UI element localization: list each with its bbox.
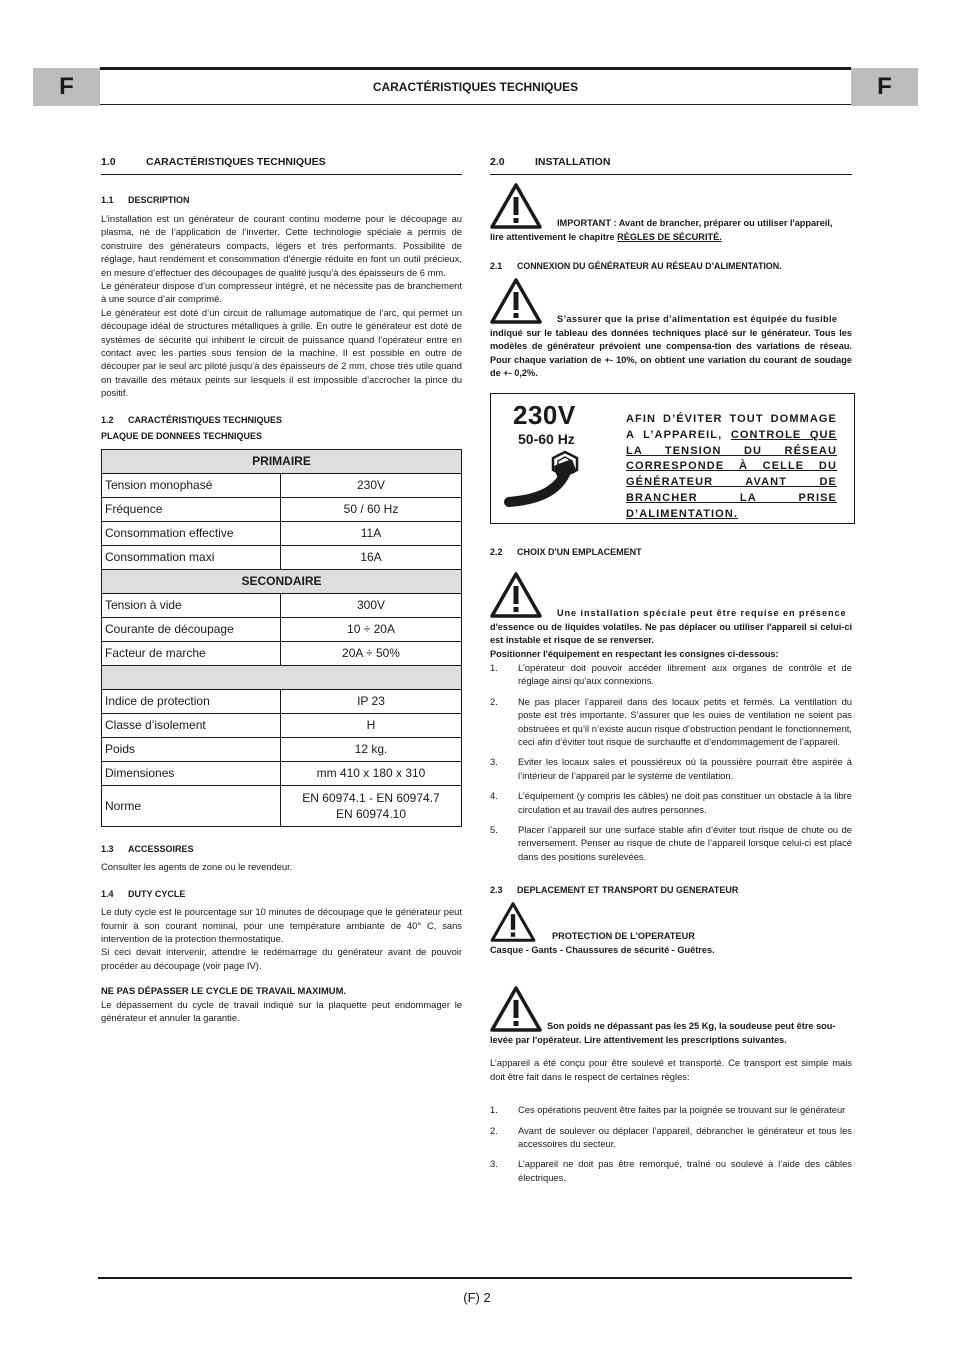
important-warning: IMPORTANT : Avant de brancher, préparer ou utiliser l'appareil, lire attentivement le chapitre RÈGLES DE SÉCURITÉ. xyxy=(490,183,852,245)
right-column xyxy=(490,156,852,1191)
table-row: Tension à vide 300V xyxy=(102,593,462,617)
safety-rules-link[interactable]: RÈGLES DE SÉCURITÉ. xyxy=(617,231,722,242)
power-plug-icon xyxy=(503,450,593,514)
footer-divider xyxy=(98,1277,852,1279)
subsection-transport: 2.3 DEPLACEMENT ET TRANSPORT DU GENERATEUR xyxy=(490,885,739,896)
side-letter-left: F xyxy=(33,68,100,106)
table-header-empty xyxy=(102,665,462,689)
list-item: 3. L’appareil ne doit pas être remorqué, traîné ou soulevé à l’aide des câbles électriques. xyxy=(490,1158,852,1183)
section-title-1: 1.0 CARACTÉRISTIQUES TECHNIQUES xyxy=(101,156,462,175)
subsection-accessoires: 1.3 ACCESSOIRES xyxy=(101,843,194,854)
side-letter-right: F xyxy=(851,68,918,106)
description-paragraph-2: Le générateur dispose d’un compresseur intégré, et ne nécessite pas de branchement à une source d’air comprimé. xyxy=(101,280,462,305)
left-column xyxy=(101,156,462,1024)
description-paragraph-3: Le générateur est doté d’un circuit de rallumage automatique de l’arc, qui permet un découpage idéal de structures métalliques à grille. En outre le générateur est doté de systèmes de sécurité qui inhibent le circuit de puissance quand l’opérateur entre en contact avec les parties sous tension de la machine. Il est possible en outre de découper par le seul arc piloté jusqu’à des épaisseurs de 2 mm, chose très utile quand on travaille des métaux peints sur lesquels il est impossible d’accrocher la pince du positif. xyxy=(101,306,462,399)
subsection-description: 1.1 DESCRIPTION xyxy=(101,195,190,205)
tech-spec-table xyxy=(101,449,462,827)
duty-paragraph-1: Le duty cycle est le pourcentage sur 10 minutes de découpage que le générateur peut fournir à son courant nominal, pour une température ambiante de 40° C, sans intervention de la protection thermostatique. xyxy=(101,906,462,944)
table-row: Tension monophasé 230V xyxy=(102,473,462,497)
list-item: 5. Placer l’appareil sur une surface stable afin d’éviter tout risque de chute ou de renversement. Penser au risque de chute de l’appareil lorsque celui-ci est placé dans des positions surélevées. xyxy=(490,824,852,862)
list-item: 1. Ces opérations peuvent être faites par la poignée se trouvant sur le générateur xyxy=(490,1104,846,1116)
table-row: Fréquence 50 / 60 Hz xyxy=(102,497,462,521)
table-row: Consommation effective 11A xyxy=(102,521,462,545)
frequency-label: 50-60 Hz xyxy=(518,431,575,447)
fuse-warning: S’assurer que la prise d’alimentation est équipée du fusible indiqué sur le tableau des données techniques placé sur le générateur. Tous les modèles de générateur prévoient une compensa-tion des variations de réseau. Pour chaque variation de +- 10%, on obtient une variation du courant de soudage de +- 0,2%. xyxy=(490,278,852,388)
table-row: Courante de découpage 10 ÷ 20A xyxy=(102,617,462,641)
volatile-warning: Une installation spéciale peut être requise en présence d'essence ou de liquides volatiles. Ne pas déplacer ou utiliser l'appareil si celui-ci est instable et risque de se renverser. Positionner l'équipement en respectant les consignes ci-dessous: xyxy=(490,572,852,671)
list-item: 1. L’opérateur doit pouvoir accéder librement aux organes de contrôle et de réglage ainsi qu’aux connexions. xyxy=(490,662,852,687)
table-row: Consommation maxi 16A xyxy=(102,545,462,569)
table-row: Facteur de marche 20A ÷ 50% xyxy=(102,641,462,665)
list-item: 3. Eviter les locaux sales et poussiéreux où la poussière pourrait être aspirée à l’intérieur de l’appareil par le système de ventilation. xyxy=(490,756,852,781)
list-item: 4. L’équipement (y compris les câbles) ne doit pas constituer un obstacle à la libre circulation et au travail des autres personnes. xyxy=(490,790,852,815)
subsection-tech: 1.2 CARACTÉRISTIQUES TECHNIQUES xyxy=(101,414,283,425)
table-header-secondaire: SECONDAIRE xyxy=(102,569,462,593)
weight-warning: Son poids ne dépassant pas les 25 Kg, la soudeuse peut être sou- levée par l'opérateur. Lire attentivement les prescriptions suivantes. xyxy=(490,986,852,1052)
placement-list xyxy=(490,661,852,863)
page-number: (F) 2 xyxy=(463,1290,491,1305)
transport-intro: L’appareil a été conçu pour être soulevé et transporté. Ce transport est simple mais doit être fait dans le respect de certaines règles: xyxy=(490,1057,852,1082)
voltage-notice-box xyxy=(490,393,855,524)
subsection-emplacement: 2.2 CHOIX D'UN EMPLACEMENT xyxy=(490,547,642,557)
duty-paragraph-2: Si ceci devait intervenir, attendre le redémarrage du générateur avant de pouvoir procéder au découpage (voir page IV). xyxy=(101,946,462,971)
table-row-norme: Norme EN 60974.1 - EN 60974.7 EN 60974.10 xyxy=(102,785,462,826)
table-header-primaire: PRIMAIRE xyxy=(102,449,462,473)
table-row: Indice de protection IP 23 xyxy=(102,689,462,713)
subsection-duty-cycle: 1.4 DUTY CYCLE xyxy=(101,889,186,900)
protection-warning: PROTECTION DE L'OPERATEUR Casque - Gants - Chaussures de sécurité - Guêtres. xyxy=(490,902,852,964)
table-row: Classe d’isolement H xyxy=(102,713,462,737)
duty-paragraph-3: Le dépassement du cycle de travail indiqué sur la plaquette peut endommager le générateur et annuler la garantie. xyxy=(101,998,462,1023)
table-row: Dimensiones mm 410 x 180 x 310 xyxy=(102,761,462,785)
section-title-2: 2.0 INSTALLATION xyxy=(490,156,852,175)
list-item: 2. Avant de soulever ou déplacer l’appareil, débrancher le générateur et tous les accessoires du secteur. xyxy=(490,1124,852,1149)
position-instruction: Positionner l'équipement en respectant les consignes ci-dessous: xyxy=(490,648,779,659)
transport-list xyxy=(490,1103,852,1184)
voltage-notice-text: AFIN D’ÉVITER TOUT DOMMAGE A L’APPAREIL, CONTROLE QUE LA TENSION DU RÉSEAU CORRESPONDE À CELLE DU GÉNÉRATEUR AVANT DE BRANCHER LA PRISE D’ALIMENTATION. xyxy=(626,413,838,520)
description-paragraph-1: L’installation est un générateur de courant continu moderne pour le découpage au plasma, né de l’application de l’inverter. Cette technologie spéciale a permis de construire des générateurs compacts, légers et très performants. Possibilité de réglage, haut rendement et consommation d’énergie réduite en font un outil précieux, en mesure d’effectuer des découpages de qualité jusqu’à des épaisseurs de 6 mm. xyxy=(101,213,462,278)
table-row: Poids 12 kg. xyxy=(102,737,462,761)
page-header-title: CARACTÉRISTIQUES TECHNIQUES xyxy=(100,67,851,105)
accessoires-text: Consulter les agents de zone ou le revendeur. xyxy=(101,860,293,872)
tech-plate-subtitle: PLAQUE DE DONNEES TECHNIQUES xyxy=(101,430,263,441)
subsection-connexion: 2.1 CONNEXION DU GÉNÉRATEUR AU RÉSEAU D’ALIMENTATION. xyxy=(490,261,782,271)
duty-warning-title: NE PAS DÉPASSER LE CYCLE DE TRAVAIL MAXIMUM. xyxy=(101,985,346,997)
voltage-label: 230V xyxy=(513,400,576,430)
list-item: 2. Ne pas placer l’appareil dans des locaux petits et fermés. La ventilation du poste est très importante. S’assurer que les ouies de ventilation ne soient pas obstruées et qu’il n’existe aucun risque d’obstruction pendant le fonctionnement, ceci afin d’éviter tout risque de surchauffe et d’endommagement de l’appareil. xyxy=(490,695,852,748)
